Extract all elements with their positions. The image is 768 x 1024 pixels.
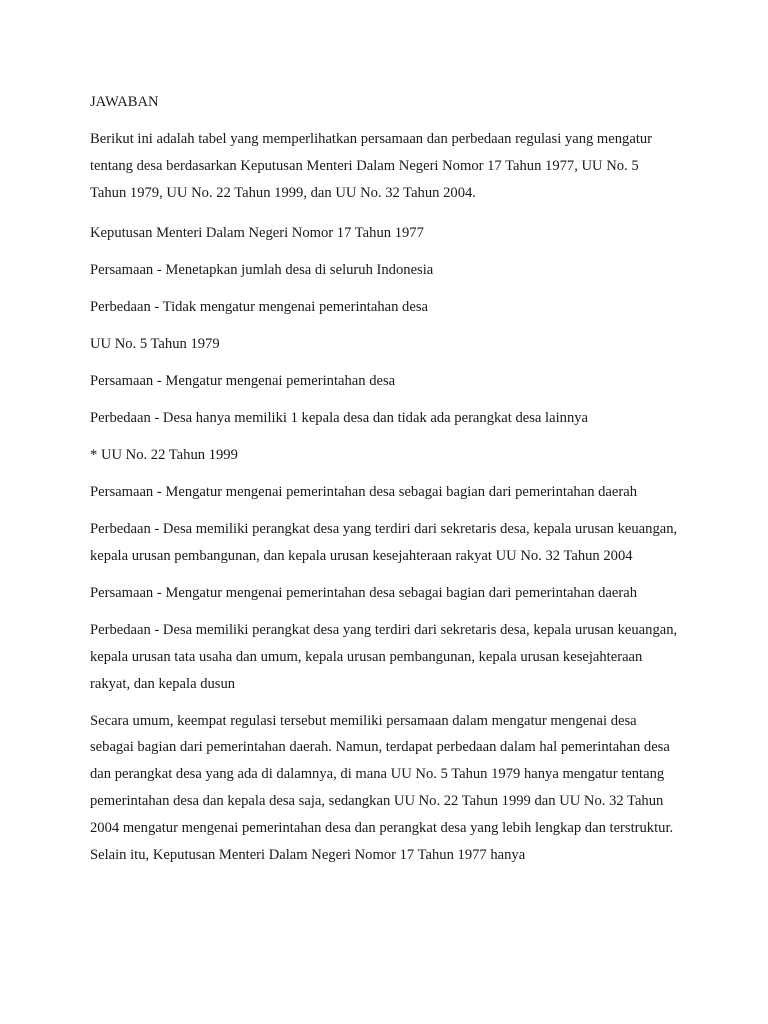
document-body [90,89,680,879]
perbedaan-kepmendagri-1977: Perbedaan - Tidak mengatur mengenai pemerintahan desa [90,299,428,316]
perbedaan-uu-22-1999: Perbedaan - Desa memiliki perangkat desa yang terdiri dari sekretaris desa, kepala urusan keuangan, kepala urusan pembangunan, dan kepala urusan kesejahteraan rakyat UU No. 32 Tahun 2004 [90,521,678,565]
perbedaan-uu-32-2004: Perbedaan - Desa memiliki perangkat desa yang terdiri dari sekretaris desa, kepala urusan keuangan, kepala urusan tata usaha dan umum, kepala urusan pembangunan, kepala urusan kesejahteraan rakyat, dan kepala dusun [90,622,678,692]
intro-paragraph-line1: Berikut ini adalah tabel yang memperlihatkan persamaan dan perbedaan regulasi yang mengatur tentang desa berdasarkan Keputusan Menteri Dalam Negeri Nomor 17 Tahun 1977, UU No. 5 [90,130,653,174]
section-title-kepmendagri-1977: Keputusan Menteri Dalam Negeri Nomor 17 Tahun 1977 [90,225,424,242]
conclusion-paragraph: Secara umum, keempat regulasi tersebut memiliki persamaan dalam mengatur mengenai desa sebagai bagian dari pemerintahan daerah. Namun, terdapat perbedaan dalam hal pemerintahan desa dan perangkat desa yang ada di dalamnya, di mana UU No. 5 Tahun 1979 hanya mengatur tentang pemerintahan desa dan kepala desa saja, sedangkan UU No. 22 Tahun 1999 dan UU No. 32 Tahun 2004 mengatur mengenai pemerintahan desa dan perangkat desa yang lebih lengkap dan terstruktur. Selain itu, Keputusan Menteri Dalam Negeri Nomor 17 Tahun 1977 hanya [90,712,674,863]
persamaan-uu-32-2004: Persamaan - Mengatur mengenai pemerintahan desa sebagai bagian dari pemerintahan daerah [90,585,638,602]
section-title-uu-5-1979: UU No. 5 Tahun 1979 [90,336,220,353]
persamaan-uu-5-1979: Persamaan - Mengatur mengenai pemerintahan desa [90,373,396,390]
persamaan-kepmendagri-1977: Persamaan - Menetapkan jumlah desa di seluruh Indonesia [90,262,434,279]
persamaan-uu-22-1999: Persamaan - Mengatur mengenai pemerintahan desa sebagai bagian dari pemerintahan daerah [90,484,638,501]
perbedaan-uu-5-1979: Perbedaan - Desa hanya memiliki 1 kepala desa dan tidak ada perangkat desa lainnya [90,410,589,427]
section-title-uu-22-1999: * UU No. 22 Tahun 1999 [90,447,238,464]
intro-paragraph-line2: Tahun 1979, UU No. 22 Tahun 1999, dan UU No. 32 Tahun 2004. [90,184,476,201]
document-heading: JAWABAN [90,94,159,110]
